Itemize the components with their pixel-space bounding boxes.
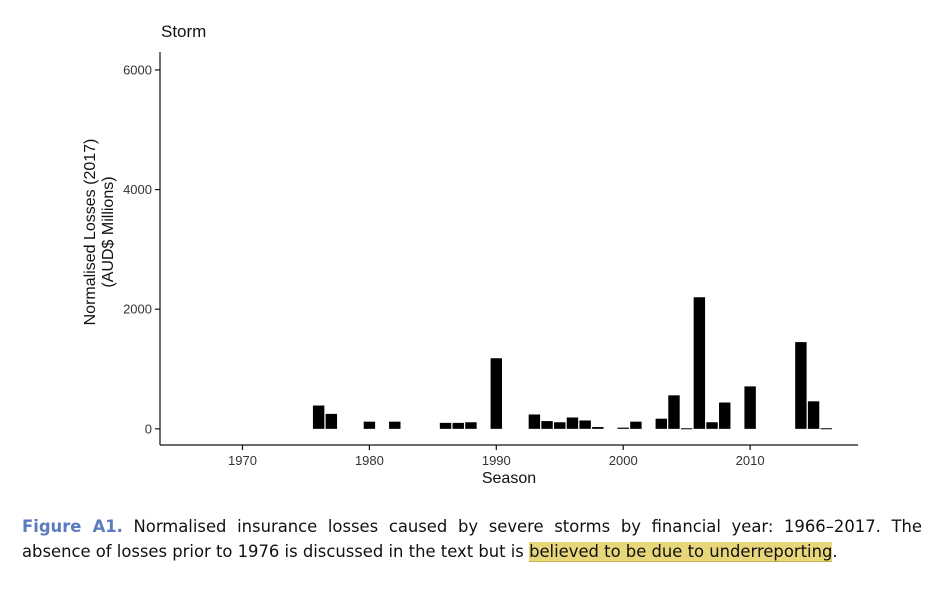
bar-1987 bbox=[453, 423, 464, 429]
y-tick-label-2000: 2000 bbox=[123, 301, 152, 317]
caption-highlight: believed to be due to underreporting bbox=[529, 542, 833, 561]
bar-1993 bbox=[529, 414, 540, 428]
y-axis-ticks bbox=[123, 62, 160, 436]
bar-2010 bbox=[744, 386, 755, 428]
bar-2016 bbox=[821, 428, 832, 429]
x-tick-label-1970: 1970 bbox=[228, 453, 257, 468]
y-tick-label-6000: 6000 bbox=[123, 62, 152, 78]
bar-2000 bbox=[618, 428, 629, 429]
bar-series bbox=[313, 297, 832, 429]
x-axis-ticks bbox=[228, 445, 765, 468]
bar-1982 bbox=[389, 422, 400, 429]
bar-1996 bbox=[567, 417, 578, 428]
x-tick-label-1990: 1990 bbox=[481, 453, 511, 468]
bar-2008 bbox=[719, 403, 730, 429]
bar-2014 bbox=[795, 342, 806, 429]
bar-2007 bbox=[706, 422, 717, 429]
bar-1990 bbox=[491, 358, 502, 429]
y-axis-label bbox=[82, 139, 117, 326]
x-axis-label: Season bbox=[481, 470, 537, 487]
caption-end: . bbox=[832, 542, 838, 561]
bar-1980 bbox=[364, 422, 375, 429]
caption-text: Normalised insurance losses caused by severe storms by financial year: 1966–2017. The absence of losses prior to 1976 is discussed in the text but is bbox=[22, 517, 922, 561]
y-tick-label-4000: 4000 bbox=[123, 182, 152, 198]
bar-1998 bbox=[592, 427, 603, 429]
bar-1986 bbox=[440, 423, 451, 429]
bar-1988 bbox=[465, 422, 476, 429]
y-axis-label-line1: Normalised Losses (2017) bbox=[82, 138, 99, 326]
y-axis-label-line2: (AUD$ Millions) bbox=[100, 176, 117, 288]
chart-title: Storm bbox=[161, 22, 207, 41]
bar-1977 bbox=[326, 414, 337, 429]
bar-2005 bbox=[681, 428, 692, 429]
bar-1997 bbox=[579, 420, 590, 428]
x-tick-label-2000: 2000 bbox=[608, 453, 638, 468]
bar-2006 bbox=[694, 297, 705, 429]
bar-2003 bbox=[656, 419, 667, 429]
bar-2004 bbox=[668, 395, 679, 429]
x-tick-label-1980: 1980 bbox=[354, 453, 384, 468]
x-tick-label-2010: 2010 bbox=[735, 453, 765, 468]
figure-label: Figure A1. bbox=[22, 517, 123, 536]
bar-1994 bbox=[541, 421, 552, 429]
bar-1995 bbox=[554, 422, 565, 429]
bar-1976 bbox=[313, 406, 324, 429]
y-tick-label-0: 0 bbox=[144, 421, 152, 437]
bar-2001 bbox=[630, 422, 641, 429]
bar-2015 bbox=[808, 401, 819, 429]
figure-caption bbox=[22, 514, 922, 564]
